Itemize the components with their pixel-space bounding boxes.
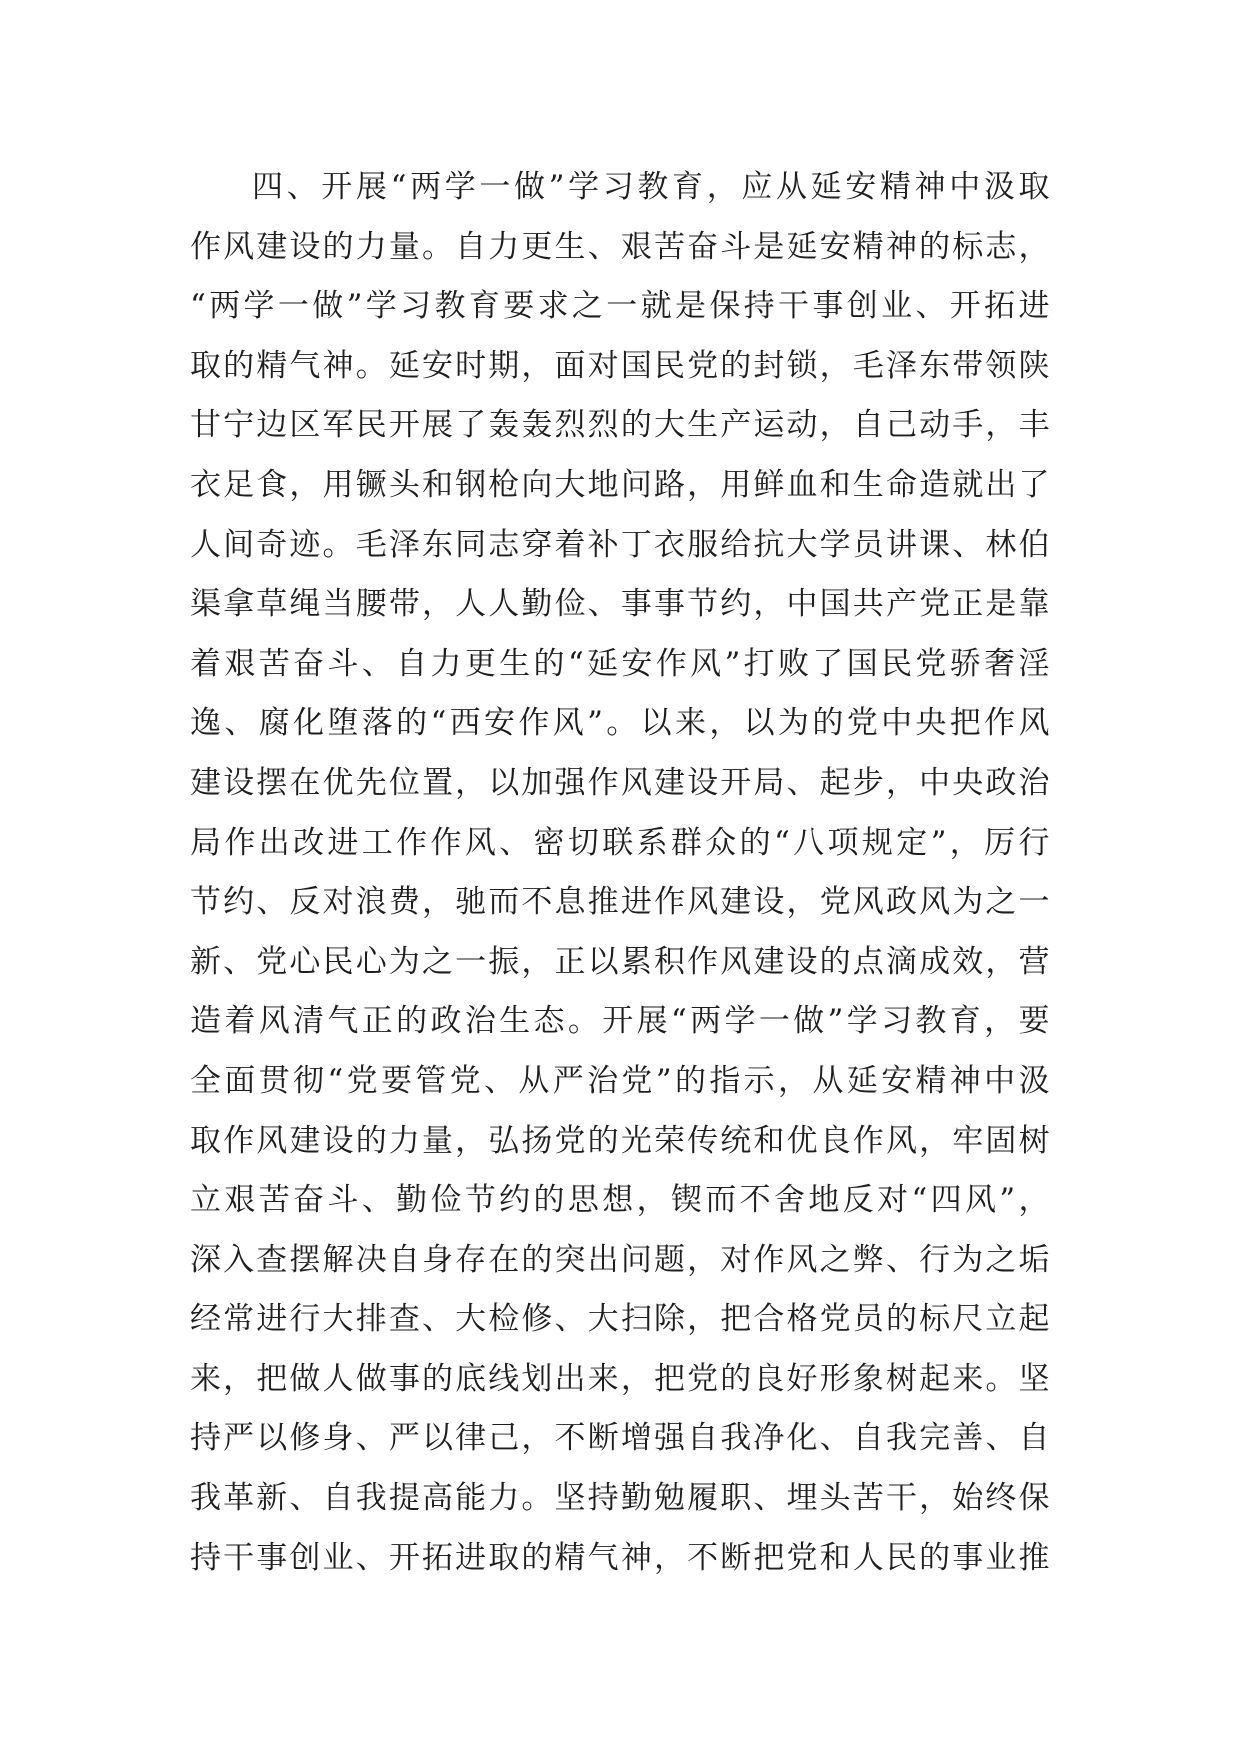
text-line: 建设摆在优先位置，以加强作风建设开局、起步，中央政治 bbox=[190, 764, 1050, 801]
text-line: 经常进行大排查、大检修、大扫除，把合格党员的标尺立起 bbox=[190, 1301, 1050, 1338]
text-line: 我革新、自我提高能力。坚持勤勉履职、埋头苦干，始终保 bbox=[190, 1480, 1050, 1517]
text-line: 立艰苦奋斗、勤俭节约的思想，锲而不舍地反对“四风”， bbox=[190, 1182, 1050, 1219]
text-line: 节约、反对浪费，驰而不息推进作风建设，党风政风为之一 bbox=[190, 884, 1050, 921]
text-line: 局作出改进工作作风、密切联系群众的“八项规定”，厉行 bbox=[190, 824, 1050, 861]
body-paragraph bbox=[190, 158, 1050, 1588]
text-line: 四、开展“两学一做”学习教育，应从延安精神中汲取 bbox=[252, 169, 1050, 205]
text-line: 甘宁边区军民开展了轰轰烈烈的大生产运动，自己动手，丰 bbox=[190, 407, 1050, 444]
text-line: 持干事创业、开拓进取的精气神，不断把党和人民的事业推 bbox=[190, 1539, 1050, 1576]
text-line: 作风建设的力量。自力更生、艰苦奋斗是延安精神的标志， bbox=[190, 228, 1050, 265]
text-line: 全面贯彻“党要管党、从严治党”的指示，从延安精神中汲 bbox=[190, 1062, 1050, 1099]
text-line: 深入查摆解决自身存在的突出问题，对作风之弊、行为之垢 bbox=[190, 1241, 1050, 1278]
text-line: 持严以修身、严以律己，不断增强自我净化、自我完善、自 bbox=[190, 1420, 1050, 1457]
text-line: 取作风建设的力量，弘扬党的光荣传统和优良作风，牢固树 bbox=[190, 1122, 1050, 1159]
text-line: 造着风清气正的政治生态。开展“两学一做”学习教育，要 bbox=[190, 1003, 1050, 1040]
text-line: 来，把做人做事的底线划出来，把党的良好形象树起来。坚 bbox=[190, 1360, 1050, 1397]
text-line: 逸、腐化堕落的“西安作风”。以来，以为的党中央把作风 bbox=[190, 705, 1050, 742]
text-line: 新、党心民心为之一振，正以累积作风建设的点滴成效，营 bbox=[190, 943, 1050, 980]
text-line: 衣足食，用镢头和钢枪向大地问路，用鲜血和生命造就出了 bbox=[190, 466, 1050, 503]
text-line: 渠拿草绳当腰带，人人勤俭、事事节约，中国共产党正是靠 bbox=[190, 586, 1050, 623]
text-line: 取的精气神。延安时期，面对国民党的封锁，毛泽东带领陕 bbox=[190, 347, 1050, 384]
text-line: “两学一做”学习教育要求之一就是保持干事创业、开拓进 bbox=[190, 288, 1050, 325]
text-line: 人间奇迹。毛泽东同志穿着补丁衣服给抗大学员讲课、林伯 bbox=[190, 526, 1050, 563]
text-line: 着艰苦奋斗、自力更生的“延安作风”打败了国民党骄奢淫 bbox=[190, 645, 1050, 682]
